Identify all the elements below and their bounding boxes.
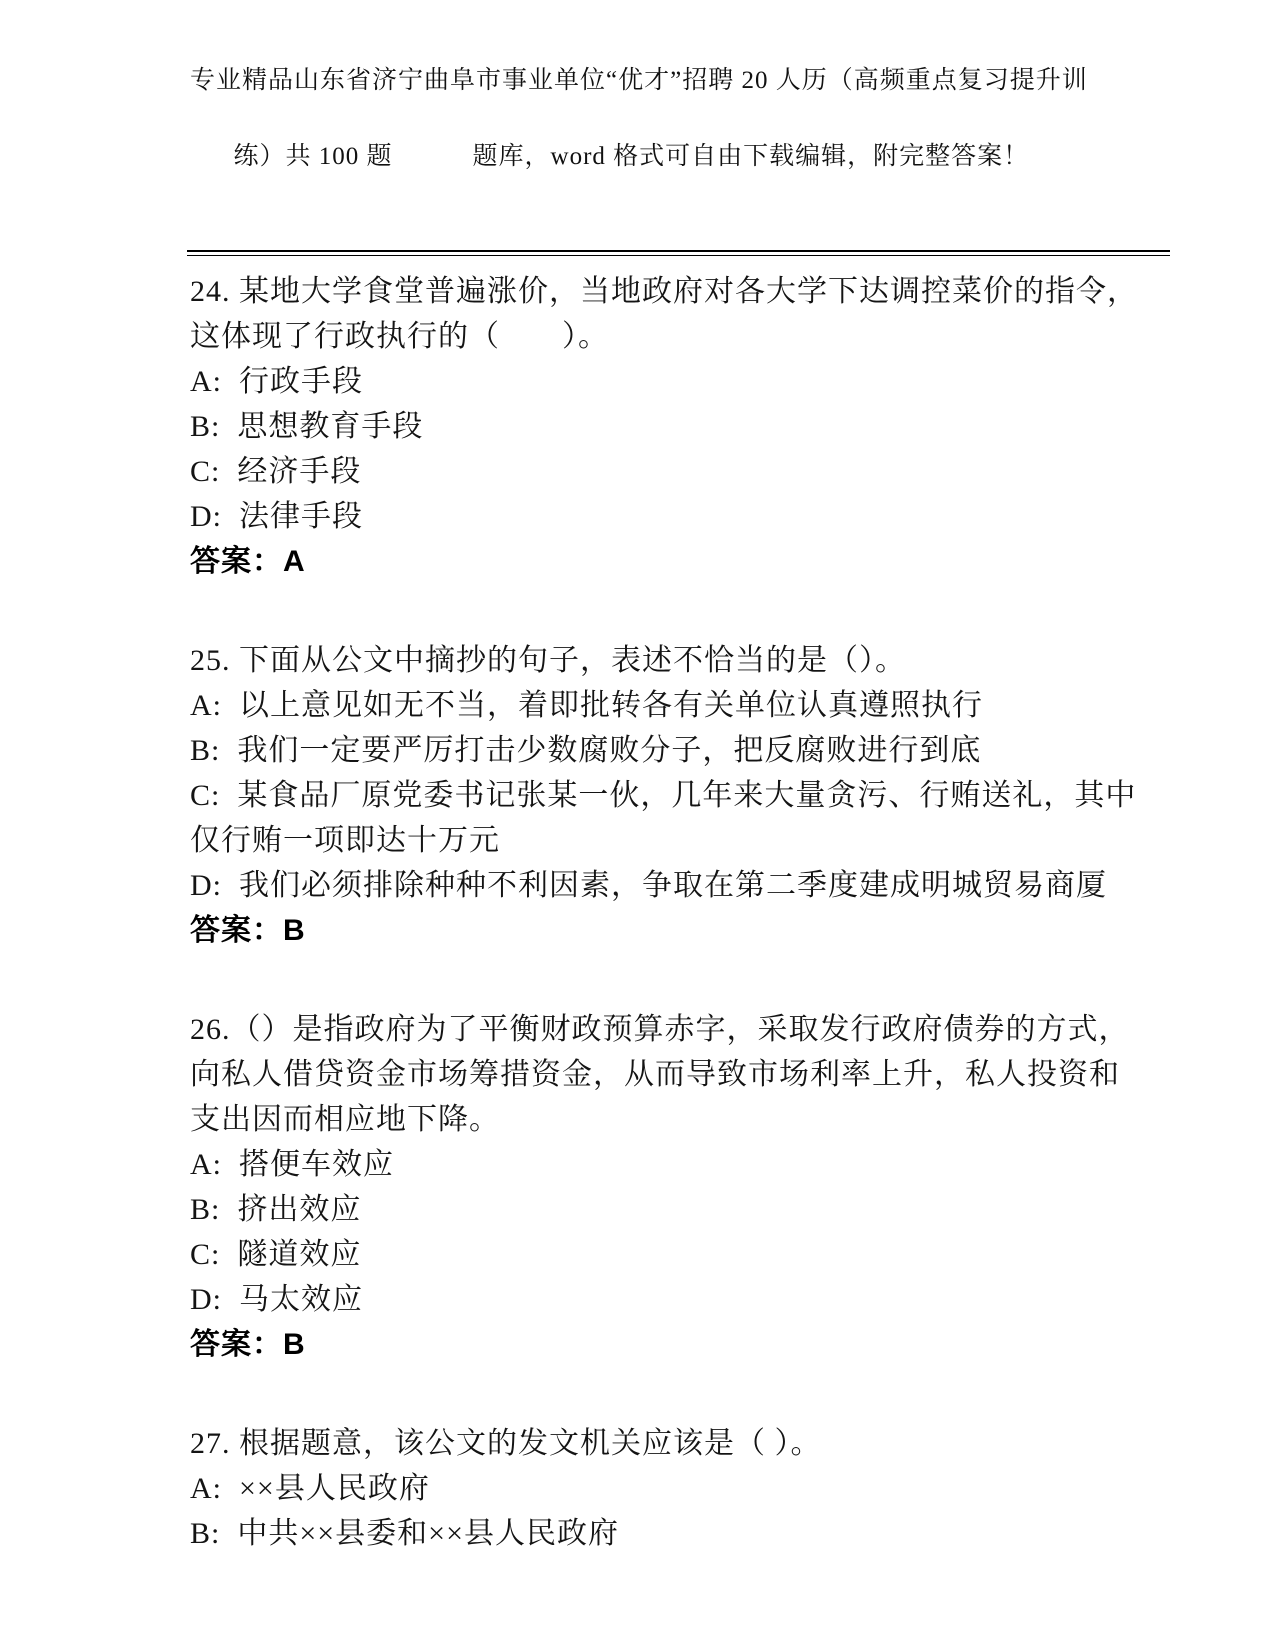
question-option-line: C: 经济手段 [190,455,362,488]
question-option-line: C: 某食品厂原党委书记张某一伙，几年来大量贪污、行贿送礼，其中 [190,779,1137,812]
question-answer: 答案：A [190,545,306,578]
header-tab-gap [393,163,473,164]
question-option-line: C: 隧道效应 [190,1238,362,1271]
question-option-line: B: 中共××县委和××县人民政府 [190,1517,620,1550]
question-list [190,269,1175,1556]
question-option-line: B: 思想教育手段 [190,410,424,443]
question-option-line: D: 法律手段 [190,500,363,533]
question-stem-line: 25. 下面从公文中摘抄的句子，表述不恰当的是（）。 [190,644,906,677]
question-answer: 答案：B [190,914,306,947]
header-title-line1: 专业精品山东省济宁曲阜市事业单位“优才”招聘 20 人历（高频重点复习提升训 [190,67,1088,94]
question-stem-line: 24. 某地大学食堂普遍涨价，当地政府对各大学下达调控菜价的指令， [190,275,1138,308]
question-option-line: D: 我们必须排除种种不利因素，争取在第二季度建成明城贸易商厦 [190,869,1107,902]
header-title-line2-left: 练）共 100 题 [233,143,393,170]
question-answer: 答案：B [190,1328,306,1361]
question-stem-line: 这体现了行政执行的（ ）。 [190,320,609,353]
question-option-line: A: 行政手段 [190,365,363,398]
question-25 [190,638,1175,953]
question-stem-line: 27. 根据题意，该公文的发文机关应该是（ ）。 [190,1427,822,1460]
question-option-line: 仅行贿一项即达十万元 [190,824,500,857]
question-option-line: B: 挤出效应 [190,1193,362,1226]
question-option-line: B: 我们一定要严厉打击少数腐败分子，把反腐败进行到底 [190,734,982,767]
document-header [190,62,1175,214]
question-26 [190,1007,1175,1367]
header-title-line2-right: 题库，word 格式可自由下载编辑，附完整答案！ [472,143,1030,170]
question-stem-line: 26.（）是指政府为了平衡财政预算赤字，采取发行政府债券的方式， [190,1013,1130,1046]
header-title-line2 [190,100,1175,214]
question-option-line: A: ××县人民政府 [190,1472,430,1505]
header-divider-rule [187,250,1170,256]
question-option-line: D: 马太效应 [190,1283,363,1316]
question-stem-line: 向私人借贷资金市场筹措资金，从而导致市场利率上升，私人投资和 [190,1058,1120,1091]
question-24 [190,269,1175,584]
question-27 [190,1421,1175,1556]
question-option-line: A: 以上意见如无不当，着即批转各有关单位认真遵照执行 [190,689,983,722]
question-stem-line: 支出因而相应地下降。 [190,1103,500,1136]
question-option-line: A: 搭便车效应 [190,1148,394,1181]
